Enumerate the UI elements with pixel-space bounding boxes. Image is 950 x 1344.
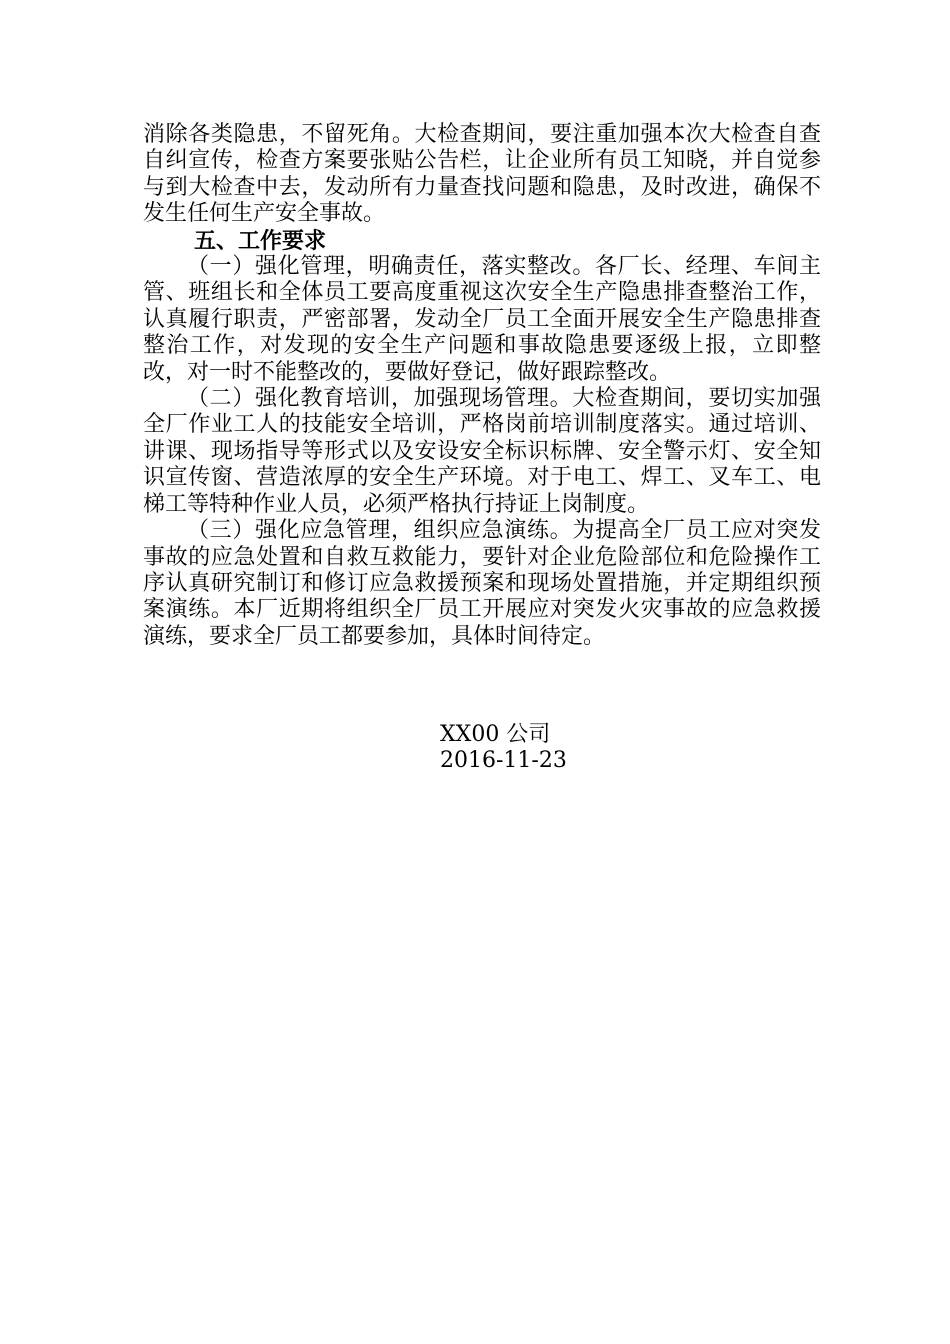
company-name: XX00 公司 xyxy=(440,722,551,747)
requirement-paragraph-3: （三）强化应急管理，组织应急演练。为提高全厂员工应对突发事故的应急处置和自救互救能力，要针对企业危险部位和危险操作工序认真研究制订和修订应急救援预案和现场处置措施，并定期组织预案演练。本厂近期将组织全厂员工开展应对突发火灾事故的应急救援演练，要求全厂员工都要参加，具体时间待定。 xyxy=(143,518,821,649)
document-body xyxy=(143,122,821,650)
section-heading-work-requirements: 五、工作要求 xyxy=(194,227,327,254)
requirement-paragraph-2: （二）强化教育培训，加强现场管理。大检查期间，要切实加强全厂作业工人的技能安全培训，严格岗前培训制度落实。通过培训、讲课、现场指导等形式以及安设安全标识标牌、安全警示灯、安全知识宣传窗、营造浓厚的安全生产环境。对于电工、焊工、叉车工、电梯工等特种作业人员，必须严格执行持证上岗制度。 xyxy=(143,386,821,517)
signature-block xyxy=(440,722,567,774)
intro-paragraph: 消除各类隐患，不留死角。大检查期间，要注重加强本次大检查自查自纠宣传，检查方案要张贴公告栏，让企业所有员工知晓，并自觉参与到大检查中去，发动所有力量查找问题和隐患，及时改进，确保不发生任何生产安全事故。 xyxy=(143,122,821,227)
requirement-paragraph-1: （一）强化管理，明确责任，落实整改。各厂长、经理、车间主管、班组长和全体员工要高度重视这次安全生产隐患排查整治工作，认真履行职责，严密部署，发动全厂员工全面开展安全生产隐患排查整治工作，对发现的安全生产问题和事故隐患要逐级上报，立即整改，对一时不能整改的，要做好登记，做好跟踪整改。 xyxy=(143,254,821,385)
signature-date: 2016-11-23 xyxy=(440,748,567,773)
